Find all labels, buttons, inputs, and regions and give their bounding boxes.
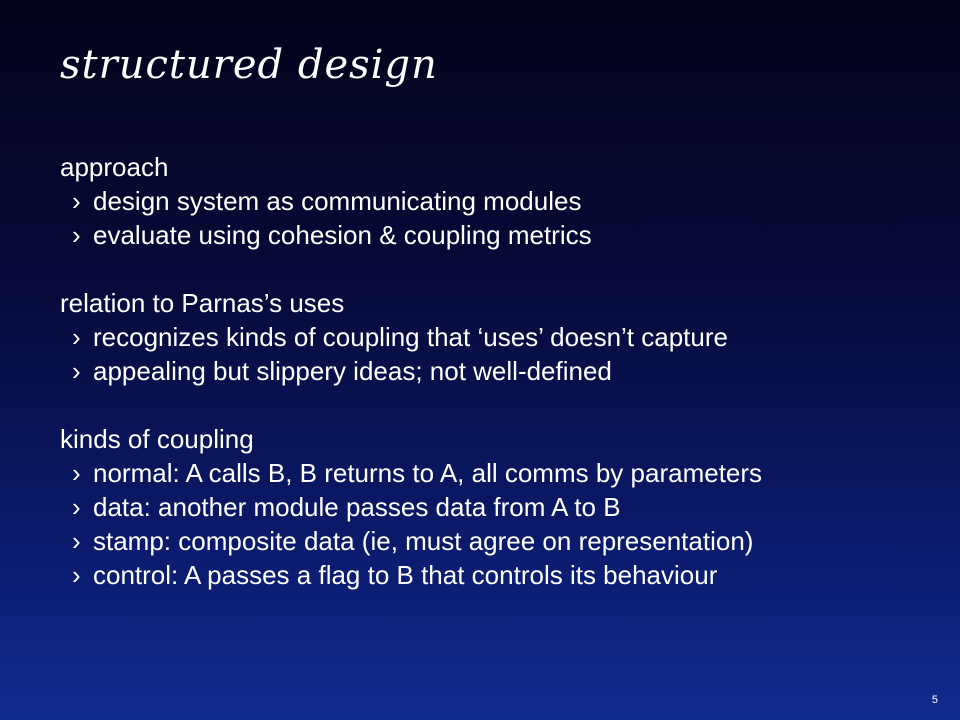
bullet-item: [60, 320, 880, 354]
bullet-item: [60, 524, 880, 558]
bullet-arrow-icon: ›: [72, 560, 81, 590]
section-heading: relation to Parnas’s uses: [60, 288, 345, 318]
bullet-arrow-icon: ›: [72, 526, 81, 556]
bullet-text: control: A passes a flag to B that controls its behaviour: [93, 560, 718, 590]
section-heading: kinds of coupling: [60, 424, 254, 454]
bullet-item: [60, 558, 880, 592]
bullet-text: stamp: composite data (ie, must agree on representation): [93, 526, 754, 556]
bullet-text: design system as communicating modules: [93, 186, 582, 216]
section-kinds-of-coupling: [60, 422, 880, 592]
bullet-arrow-icon: ›: [72, 220, 81, 250]
bullet-arrow-icon: ›: [72, 458, 81, 488]
bullet-arrow-icon: ›: [72, 356, 81, 386]
bullet-arrow-icon: ›: [72, 186, 81, 216]
slide-title: structured design: [60, 42, 438, 88]
bullet-item: [60, 184, 880, 218]
bullet-list: [60, 184, 880, 252]
bullet-text: evaluate using cohesion & coupling metrics: [93, 220, 592, 250]
slide-content: [60, 150, 880, 626]
bullet-text: data: another module passes data from A to B: [93, 492, 621, 522]
bullet-text: normal: A calls B, B returns to A, all comms by parameters: [93, 458, 763, 488]
section-relation-to-parnas: [60, 286, 880, 388]
section-approach: [60, 150, 880, 252]
bullet-item: [60, 218, 880, 252]
bullet-arrow-icon: ›: [72, 492, 81, 522]
page-number: 5: [931, 694, 938, 706]
bullet-text: appealing but slippery ideas; not well-defined: [93, 356, 612, 386]
bullet-list: [60, 456, 880, 592]
section-heading: approach: [60, 152, 169, 182]
bullet-arrow-icon: ›: [72, 322, 81, 352]
bullet-list: [60, 320, 880, 388]
bullet-item: [60, 490, 880, 524]
bullet-item: [60, 354, 880, 388]
bullet-item: [60, 456, 880, 490]
bullet-text: recognizes kinds of coupling that ‘uses’ doesn’t capture: [93, 322, 728, 352]
